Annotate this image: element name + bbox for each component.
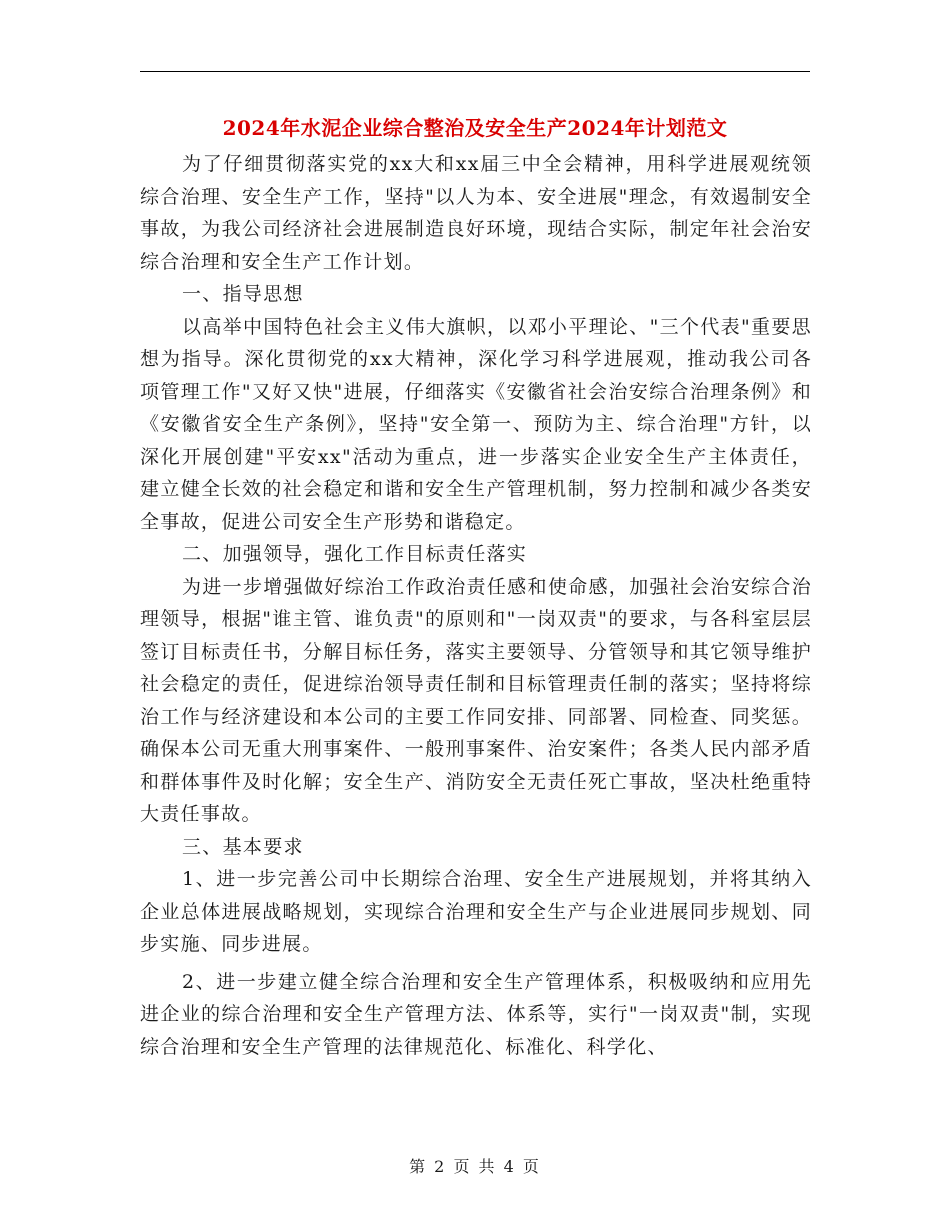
paragraph-requirement-1: 1、进一步完善公司中长期综合治理、安全生产进展规划，并将其纳入企业总体进展战略规划，实现综合治理和安全生产与企业进展同步规划、同步实施、同步进展。	[140, 868, 812, 955]
heading-leadership: 二、加强领导，强化工作目标责任落实	[182, 543, 528, 565]
document-body	[140, 148, 812, 1063]
page-number: 第 2 页 共 4 页	[409, 1157, 541, 1176]
heading-guiding-ideology: 一、指导思想	[182, 283, 304, 305]
paragraph-requirement-2: 2、进一步建立健全综合治理和安全生产管理体系，积极吸纳和应用先进企业的综合治理和安全生产管理方法、体系等，实行"一岗双责"制，实现综合治理和安全生产管理的法律规范化、标准化、科学化、	[140, 970, 812, 1058]
heading-basic-requirements: 三、基本要求	[182, 835, 304, 858]
document-title: 2024年水泥企业综合整治及安全生产2024年计划范文	[222, 116, 728, 140]
header-rule	[140, 71, 810, 72]
paragraph-intro: 为了仔细贯彻落实党的xx大和xx届三中全会精神，用科学进展观统领综合治理、安全生产工作，坚持"以人为本、安全进展"理念，有效遏制安全事故，为我公司经济社会进展制造良好环境，现结合实际，制定年社会治安综合治理和安全生产工作计划。	[140, 153, 812, 273]
paragraph-leadership: 为进一步增强做好综治工作政治责任感和使命感，加强社会治安综合治理领导，根据"谁主管、谁负责"的原则和"一岗双责"的要求，与各科室层层签订目标责任书，分解目标任务，落实主要领导、分管领导和其它领导维护社会稳定的责任，促进综治领导责任制和目标管理责任制的落实；坚持将综治工作与经济建设和本公司的主要工作同安排、同部署、同检查、同奖惩。确保本公司无重大刑事案件、一般刑事案件、治安案件；各类人民内部矛盾和群体事件及时化解；安全生产、消防安全无责任死亡事故，坚决杜绝重特大责任事故。	[140, 575, 812, 825]
paragraph-guiding-ideology: 以高举中国特色社会主义伟大旗帜，以邓小平理论、"三个代表"重要思想为指导。深化贯彻党的xx大精神，深化学习科学进展观，推动我公司各项管理工作"又好又快"进展，仔细落实《安徽省社会治安综合治理条例》和《安徽省安全生产条例》，坚持"安全第一、预防为主、综合治理"方针，以深化开展创建"平安xx"活动为重点，进一步落实企业安全生产主体责任，建立健全长效的社会稳定和谐和安全生产管理机制，努力控制和减少各类安全事故，促进公司安全生产形势和谐稳定。	[140, 315, 812, 533]
